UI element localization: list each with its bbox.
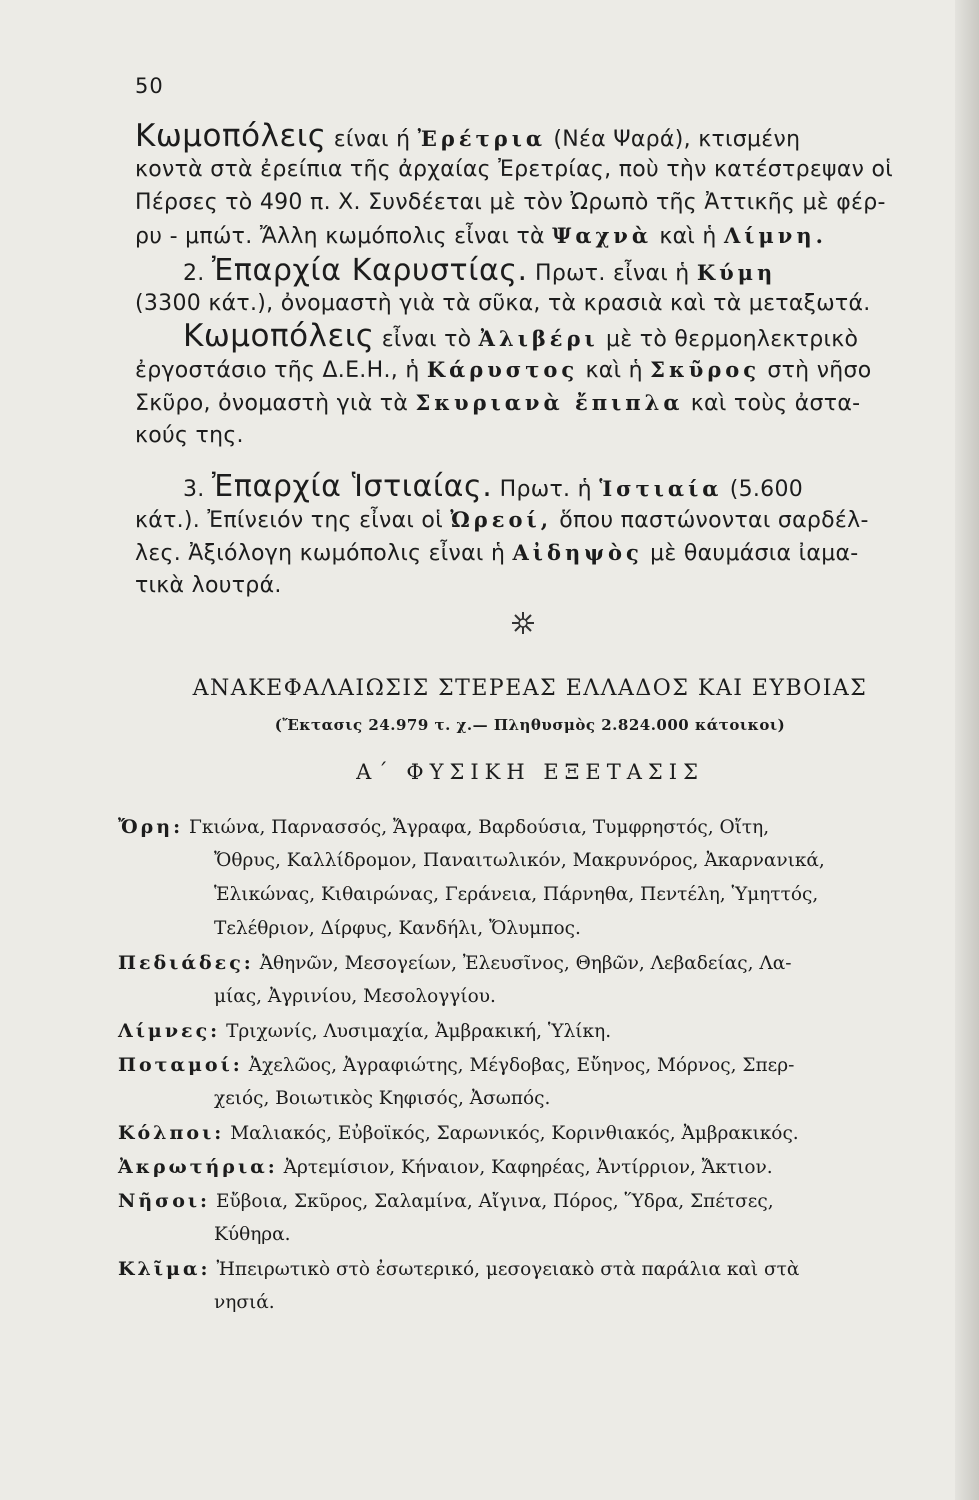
paragraph-istiaia-province: [135, 470, 927, 602]
text-run: καὶ ἡ: [652, 224, 724, 249]
entry-line: [118, 844, 910, 878]
entry-line: [118, 1286, 910, 1320]
paragraph-chalkida-towns: [135, 120, 927, 252]
text-run: Σκῦρο, ὀνομαστὴ γιὰ τὰ: [135, 391, 416, 416]
emphasized-term: Ψαχνὰ: [552, 223, 653, 248]
entry-line: [118, 1184, 910, 1218]
entry-text: Ἠπειρωτικὸ στὸ ἐσωτερικό, μεσογειακὸ στὰ παράλια καὶ στὰ: [216, 1259, 800, 1280]
emphasized-term: Αἰδηψὸς: [512, 540, 643, 565]
entry-text: μίας, Ἀγρινίου, Μεσολογγίου.: [214, 986, 496, 1007]
entry-text: Ὄθρυς, Καλλίδρομον, Παναιτωλικόν, Μακρυνόρος, Ἀκαρνανικά,: [214, 850, 825, 871]
entry-line: [118, 980, 910, 1014]
text-run: κάτ.). Ἐπίνειόν της εἶναι οἱ: [135, 508, 451, 533]
emphasized-term: Ἐρέτρια: [417, 126, 547, 151]
text-line: [135, 320, 927, 353]
text-run: ἐργοστάσιο τῆς Δ.Ε.Η., ἡ: [135, 358, 427, 383]
entry-line: [118, 946, 910, 980]
text-run: 3.: [183, 477, 212, 502]
text-line: [135, 153, 927, 186]
emphasized-term: Ἱστιαία: [599, 476, 723, 501]
entry-label: Κόλποι:: [118, 1122, 225, 1144]
emphasized-term: Κωμοπόλεις: [135, 118, 327, 154]
geography-entry: [118, 1116, 910, 1150]
entry-text: Τριχωνίς, Λυσιμαχία, Ἀμβρακική, Ὑλίκη.: [226, 1021, 612, 1042]
emphasized-term: Κύμη: [696, 260, 777, 285]
entry-line: [118, 1218, 910, 1252]
ornament-icon: [510, 610, 536, 636]
text-line: [135, 353, 927, 386]
entry-label: Νῆσοι:: [118, 1190, 211, 1212]
text-line: [135, 386, 927, 419]
text-run: 2.: [183, 261, 212, 286]
text-run: (Νέα Ψαρά), κτισμένη: [546, 127, 801, 152]
geography-entry: [118, 1184, 910, 1252]
emphasized-term: Κωμοπόλεις: [183, 318, 375, 354]
text-run: μὲ τὸ θερμοηλεκτρικὸ: [598, 327, 859, 352]
text-line: [135, 219, 927, 252]
entry-label: Πεδιάδες:: [118, 952, 254, 974]
text-run: ὅπου παστώνονται σαρδέλ-: [552, 508, 869, 533]
entry-text: Γκιώνα, Παρνασσός, Ἄγραφα, Βαρδούσια, Τυμφρηστός, Οἴτη,: [189, 817, 770, 838]
text-run: (5.600: [722, 477, 804, 502]
page-number: 50: [135, 74, 164, 98]
text-line: [135, 254, 927, 287]
geography-entry: [118, 946, 910, 1014]
text-run: μὲ θαυμάσια ἰαμα-: [642, 541, 859, 566]
entry-label: Ὄρη:: [118, 816, 184, 838]
emphasized-term: Ὠρεοί,: [450, 507, 552, 532]
entry-label: Λίμνες:: [118, 1020, 221, 1042]
entry-label: Κλῖμα:: [118, 1258, 211, 1280]
text-line: [135, 287, 927, 320]
emphasized-term: Ἐπαρχία Ἱστιαίας.: [211, 469, 493, 504]
text-line: [135, 470, 927, 503]
text-run: εἶναι τὸ: [374, 327, 479, 352]
section-title: Α΄ ΦΥΣΙΚΗ ΕΞΕΤΑΣΙΣ: [356, 760, 704, 784]
entry-text: Μαλιακός, Εὐβοϊκός, Σαρωνικός, Κορινθιακός, Ἀμβρακικός.: [230, 1123, 799, 1144]
emphasized-term: Ἀλιβέρι: [478, 326, 599, 351]
text-run: τικὰ λουτρά.: [135, 573, 282, 598]
text-run: Πρωτ. ἡ: [492, 477, 600, 502]
text-line: [135, 419, 927, 452]
emphasized-term: Σκυριανὰ ἔπιπλα: [415, 390, 684, 415]
entry-line: [118, 1048, 910, 1082]
text-run: ρυ - μπώτ. Ἄλλη κωμόπολις εἶναι τὰ: [135, 224, 553, 249]
entry-line: [118, 1150, 910, 1184]
entry-text: χειός, Βοιωτικὸς Κηφισός, Ἀσωπός.: [214, 1088, 551, 1109]
entry-label: Ἀκρωτήρια:: [118, 1156, 278, 1178]
entry-text: νησιά.: [214, 1292, 275, 1313]
text-line: [135, 536, 927, 569]
emphasized-term: Λίμνη.: [723, 223, 827, 248]
entry-text: Τελέθριον, Δίρφυς, Κανδήλι, Ὄλυμπος.: [214, 918, 581, 939]
entry-text: Ἀρτεμίσιον, Κήναιον, Καφηρέας, Ἀντίρριον, Ἄκτιον.: [283, 1157, 773, 1178]
summary-title: ΑΝΑΚΕΦΑΛΑΙΩΣΙΣ ΣΤΕΡΕΑΣ ΕΛΛΑΔΟΣ ΚΑΙ ΕΥΒΟΙΑΣ: [192, 676, 868, 701]
emphasized-term: Ἐπαρχία Καρυστίας.: [211, 253, 528, 288]
geography-entry: [118, 1150, 910, 1184]
entry-line: [118, 1116, 910, 1150]
text-run: στὴ νῆσο: [760, 358, 872, 383]
geography-entry: [118, 1252, 910, 1320]
entry-text: Ἀθηνῶν, Μεσογείων, Ἐλευσῖνος, Θηβῶν, Λεβαδείας, Λα-: [259, 953, 792, 974]
emphasized-term: Κάρυστος: [426, 357, 579, 382]
text-run: καὶ τοὺς ἀστα-: [683, 391, 861, 416]
text-run: καὶ ἡ: [578, 358, 651, 383]
emphasized-term: Σκῦρος: [650, 357, 761, 382]
text-run: Πρωτ. εἶναι ἡ: [527, 261, 697, 286]
entry-text: Εὔβοια, Σκῦρος, Σαλαμίνα, Αἴγινα, Πόρος, Ὕδρα, Σπέτσες,: [215, 1191, 774, 1212]
text-run: κούς της.: [135, 423, 244, 448]
text-run: είναι ή: [326, 127, 418, 152]
text-run: κοντὰ στὰ ἐρείπια τῆς ἀρχαίας Ἐρετρίας, ποὺ τὴν κατέστρεψαν οἱ: [135, 157, 894, 182]
geography-entry: [118, 1014, 910, 1048]
geography-entry: [118, 810, 910, 946]
entry-line: [118, 810, 910, 844]
entry-label: Ποταμοί:: [118, 1054, 243, 1076]
text-run: λες. Ἀξιόλογη κωμόπολις εἶναι ἡ: [135, 541, 513, 566]
entry-line: [118, 912, 910, 946]
entry-text: Ἀχελῶος, Ἀγραφιώτης, Μέγδοβας, Εὔηνος, Μόρνος, Σπερ-: [248, 1055, 795, 1076]
entry-line: [118, 1082, 910, 1116]
page-edge-shadow: [955, 0, 979, 1500]
entry-line: [118, 878, 910, 912]
text-line: [135, 569, 927, 602]
paragraph-karystia-province: [135, 254, 927, 452]
entry-text: Κύθηρα.: [214, 1224, 291, 1245]
entry-text: Ἑλικώνας, Κιθαιρώνας, Γεράνεια, Πάρνηθα, Πεντέλη, Ὑμηττός,: [214, 884, 819, 905]
geography-entry: [118, 1048, 910, 1116]
entry-line: [118, 1014, 910, 1048]
physical-geography-list: [118, 810, 910, 1320]
entry-line: [118, 1252, 910, 1286]
text-line: [135, 120, 927, 153]
text-line: [135, 503, 927, 536]
text-run: (3300 κάτ.), ὀνομαστὴ γιὰ τὰ σῦκα, τὰ κρασιὰ καὶ τὰ μεταξωτά.: [135, 291, 871, 316]
text-line: [135, 186, 927, 219]
summary-subtitle: (Ἔκτασις 24.979 τ. χ.— Πληθυσμὸς 2.824.000 κάτοικοι): [274, 716, 786, 734]
text-run: Πέρσες τὸ 490 π. Χ. Συνδέεται μὲ τὸν Ὠρωπὸ τῆς Ἀττικῆς μὲ φέρ-: [135, 190, 886, 215]
